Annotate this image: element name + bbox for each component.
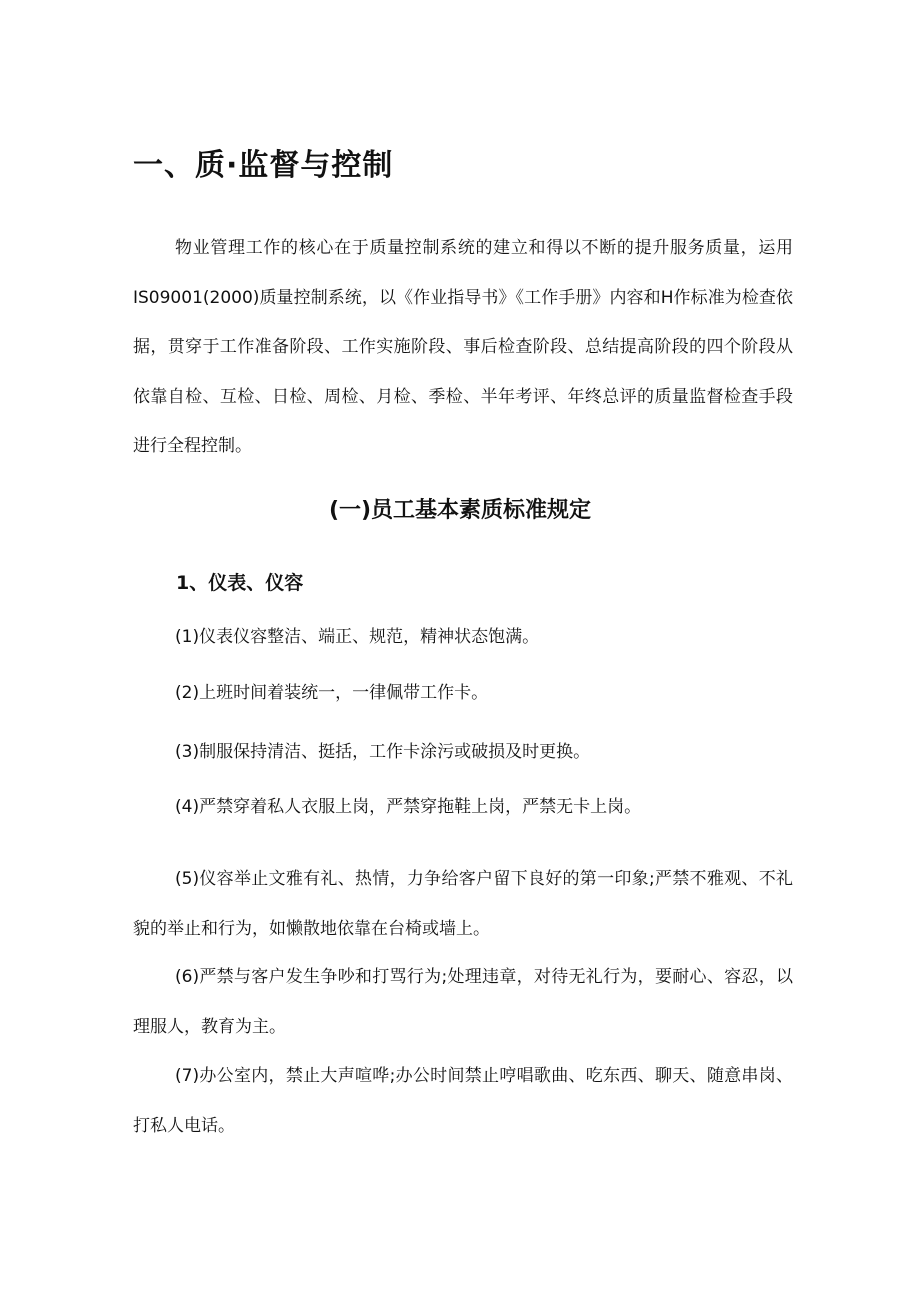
subsection-label: 、仪表、仪容 <box>189 572 304 594</box>
rule-item-4: (4)严禁穿着私人衣服上岗，严禁穿拖鞋上岗，严禁无卡上岗。 <box>175 797 642 817</box>
rule-item-1: (1)仪表仪容整洁、端正、规范，精神状态饱满。 <box>175 627 540 647</box>
page-title: 一、质·监督与控制 <box>133 148 394 183</box>
subsection-number: 1 <box>176 572 190 594</box>
rule-item-2: (2)上班时间着装统一，一律佩带工作卡。 <box>175 683 489 703</box>
rule-item-5: (5)仪容举止文雅有礼、热情，力争给客户留下良好的第一印象;严禁不雅观、不礼貌的举止和行为，如懒散地依靠在台椅或墙上。 <box>133 869 793 939</box>
subsection-heading <box>176 568 303 595</box>
intro-paragraph: 物业管理工作的核心在于质量控制系统的建立和得以不断的提升服务质量，运用IS09001(2000)质量控制系统，以《作业指导书》《工作手册》内容和H作标准为检查依据，贯穿于工作准备阶段、工作实施阶段、事后检查阶段、总结提高阶段的四个阶段从依靠自检、互检、日检、周检、月检、季检、半年考评、年终总评的质量监督检查手段进行全程控制。 <box>133 238 793 456</box>
rule-item-7: (7)办公室内，禁止大声喧哗;办公时间禁止哼唱歌曲、吃东西、聊天、随意串岗、打私人电话。 <box>133 1066 793 1136</box>
rule-item-6: (6)严禁与客户发生争吵和打骂行为;处理违章，对待无礼行为，要耐心、容忍，以理服人，教育为主。 <box>133 967 793 1037</box>
rule-item-3: (3)制服保持清洁、挺括，工作卡涂污或破损及时更换。 <box>175 742 591 762</box>
section-heading: (一)员工基本素质标准规定 <box>328 498 592 523</box>
